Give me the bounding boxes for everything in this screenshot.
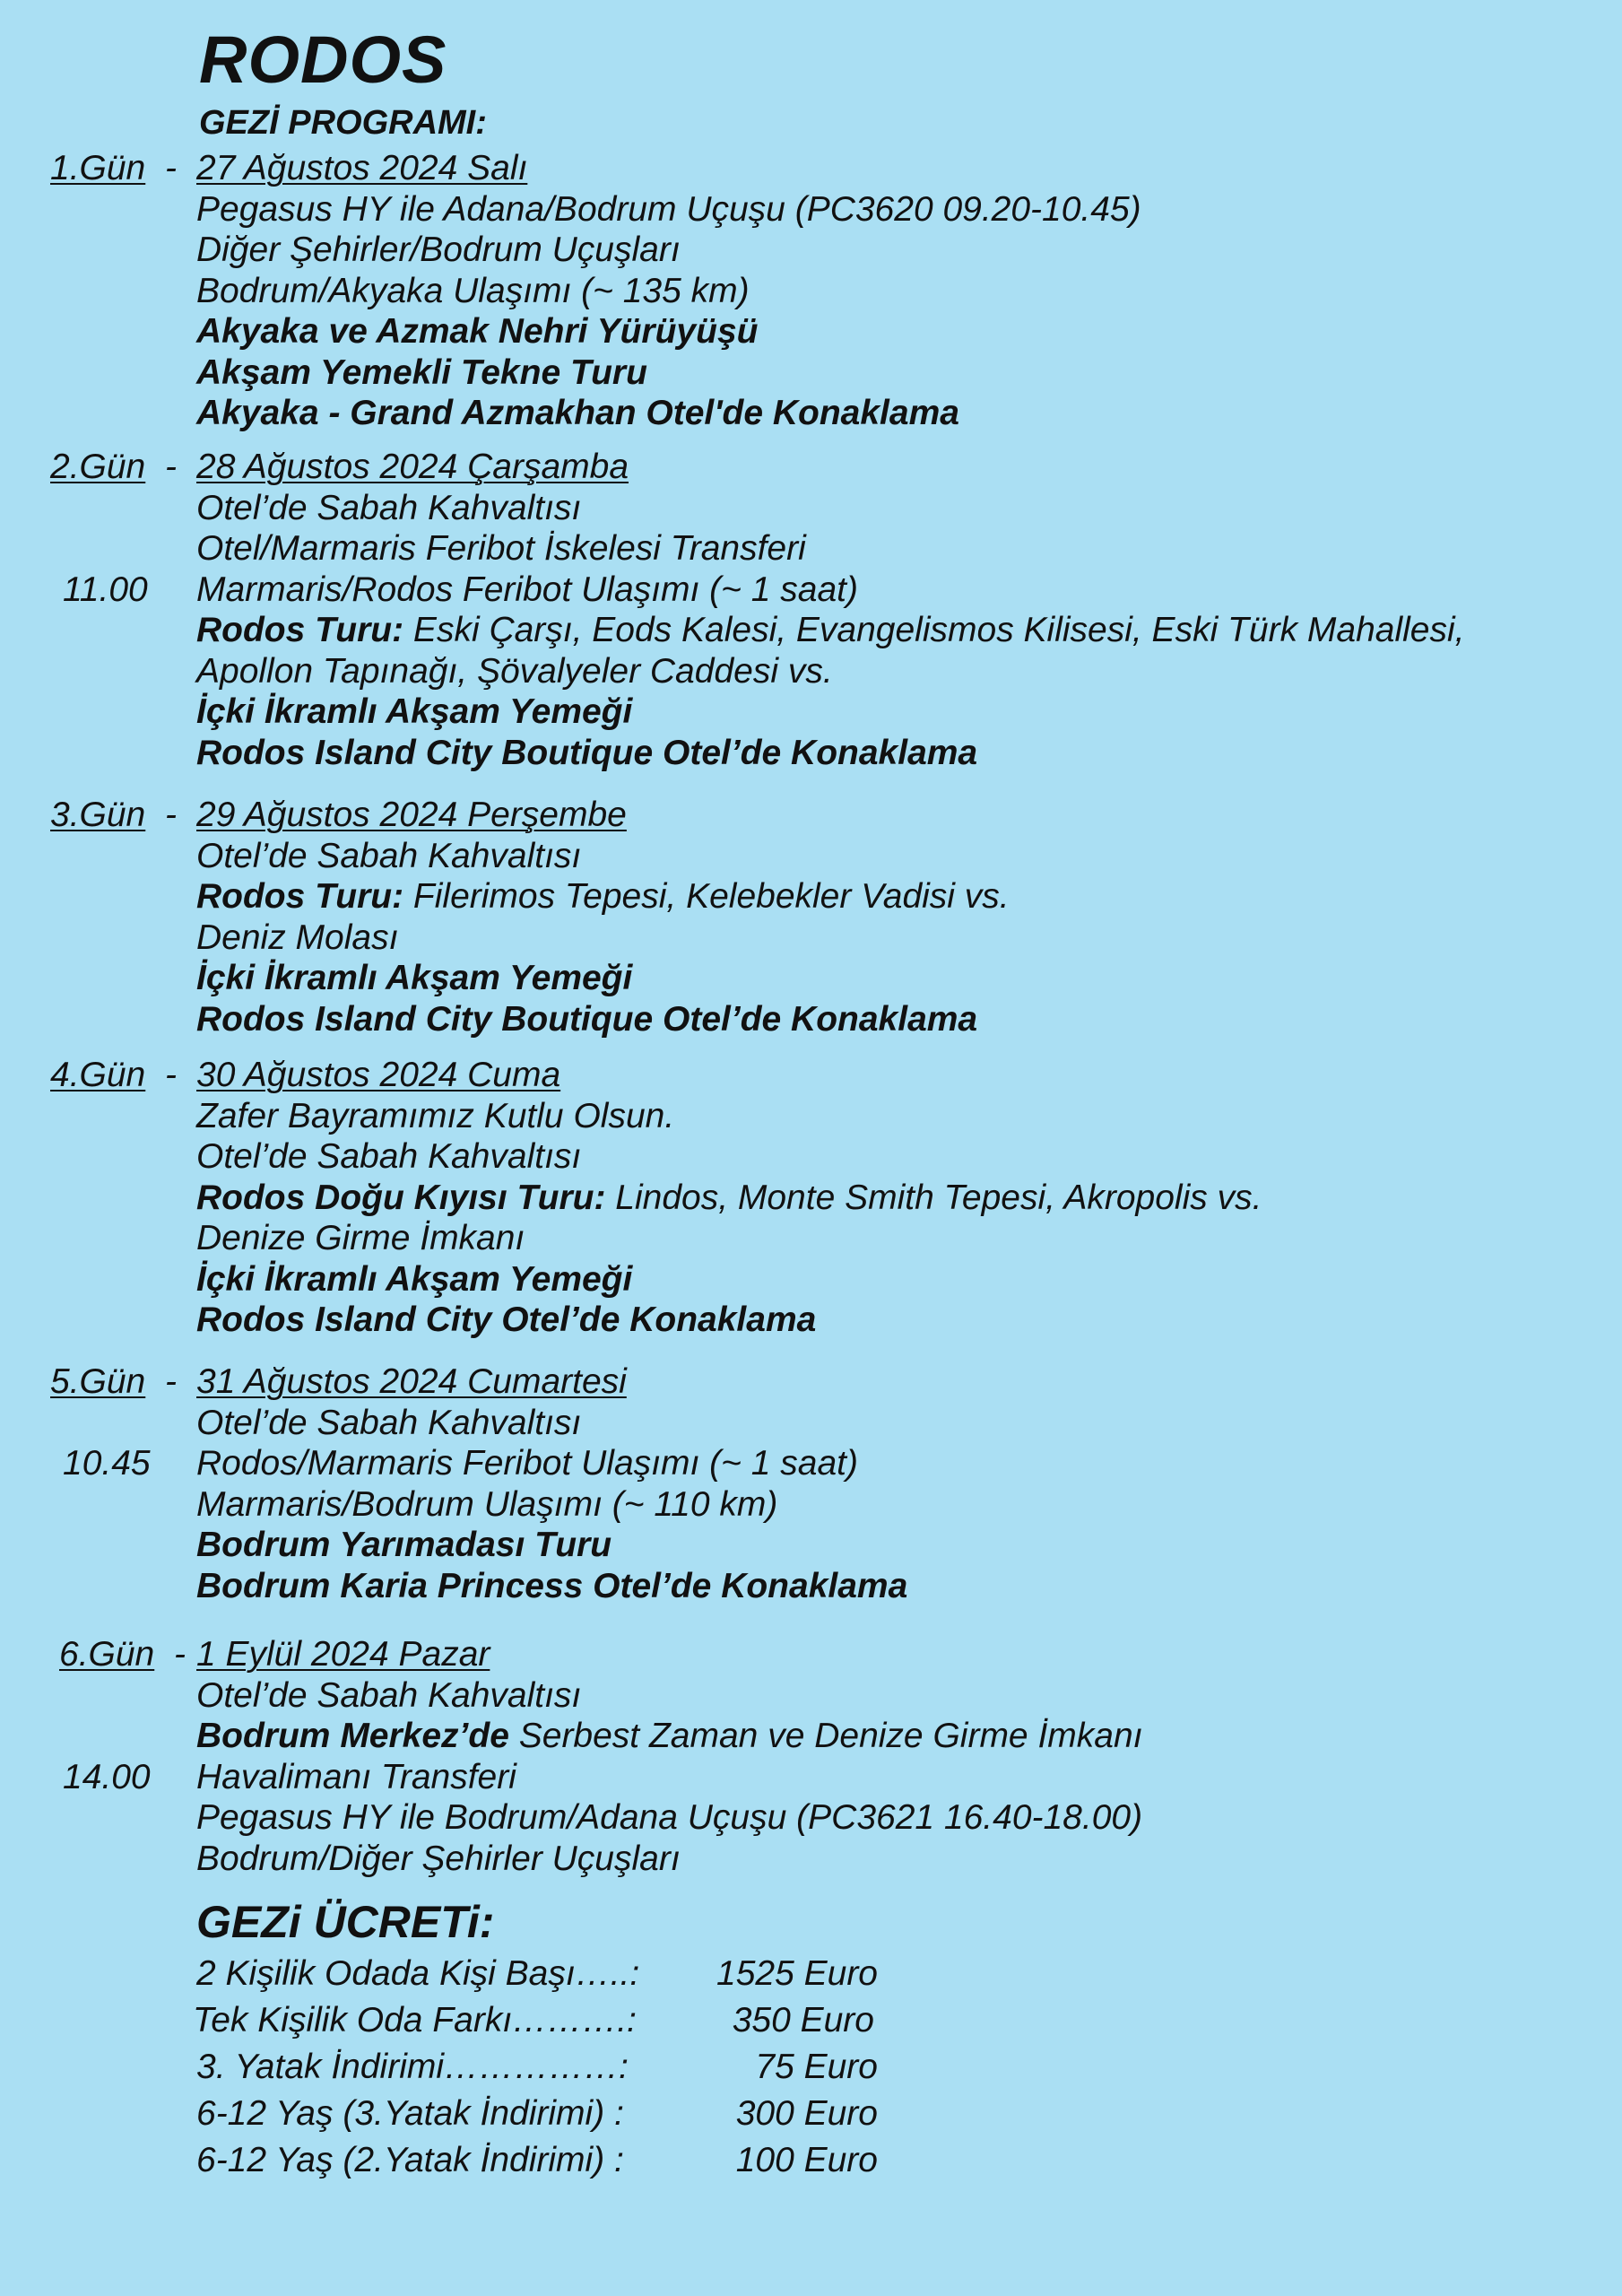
day-label: 6.Gün (59, 1635, 155, 1674)
fee-amount: 350 Euro (732, 2001, 874, 2039)
activity-text (196, 352, 647, 394)
day-header (0, 447, 1622, 488)
activity-highlight: Rodos Island City Otel’de Konaklama (196, 1300, 817, 1339)
activity-text (196, 488, 581, 529)
activity-text (196, 1716, 1143, 1757)
activity-line (0, 1259, 1622, 1300)
activity-detail: Otel/Marmaris Feribot İskelesi Transferi (196, 529, 806, 568)
activity-highlight: Rodos Turu: (196, 877, 404, 916)
day-date: 29 Ağustos 2024 Perşembe (196, 796, 627, 834)
activity-text (196, 1757, 516, 1798)
day-block (0, 148, 1622, 434)
activity-detail: Rodos/Marmaris Feribot Ulaşımı (~ 1 saat) (196, 1444, 858, 1483)
activity-highlight: Bodrum Merkez’de (196, 1717, 509, 1755)
activity-detail: Apollon Tapınağı, Şövalyeler Caddesi vs. (196, 651, 833, 691)
fee-amount: 100 Euro (735, 2141, 878, 2179)
activity-text (196, 189, 1141, 230)
day-separator: - (174, 1635, 186, 1674)
activity-highlight: Rodos Island City Boutique Otel’de Konaklama (196, 733, 978, 772)
day-header (0, 148, 1622, 189)
activity-text (196, 271, 750, 312)
activity-line (0, 189, 1622, 230)
activity-text (196, 1566, 907, 1607)
activity-line (0, 1757, 1622, 1798)
day-date: 30 Ağustos 2024 Cuma (196, 1056, 561, 1094)
activity-text (196, 1525, 612, 1566)
activity-line (0, 528, 1622, 570)
activity-text (196, 1403, 581, 1444)
activity-text (196, 691, 632, 733)
activity-line (0, 836, 1622, 877)
activity-line (0, 1218, 1622, 1259)
activity-line (0, 1403, 1622, 1444)
activity-highlight: Bodrum Karia Princess Otel’de Konaklama (196, 1566, 908, 1605)
day-date: 31 Ağustos 2024 Cumartesi (196, 1362, 627, 1401)
activity-detail: Serbest Zaman ve Denize Girme İmkanı (508, 1717, 1143, 1755)
activity-line (0, 1484, 1622, 1526)
activity-detail: Marmaris/Bodrum Ulaşımı (~ 110 km) (196, 1484, 778, 1524)
activity-detail: Zafer Bayramımız Kutlu Olsun. (196, 1096, 675, 1135)
day-block (0, 795, 1622, 1039)
page-title: RODOS (199, 22, 447, 97)
activity-line (0, 1675, 1622, 1717)
activity-time: 11.00 (63, 570, 148, 609)
activity-text (196, 528, 806, 570)
activity-detail: Marmaris/Rodos Feribot Ulaşımı (~ 1 saat) (196, 570, 858, 609)
activity-detail: Deniz Molası (196, 918, 399, 957)
day-block (0, 1634, 1622, 1879)
activity-text (196, 393, 959, 434)
day-separator: - (165, 448, 177, 486)
activity-highlight: Bodrum Yarımadası Turu (196, 1526, 612, 1564)
activity-text (196, 1443, 858, 1484)
activity-detail: Lindos, Monte Smith Tepesi, Akropolis vs. (605, 1178, 1262, 1217)
activity-line (0, 876, 1622, 918)
day-header (0, 795, 1622, 836)
activity-detail: Bodrum/Akyaka Ulaşımı (~ 135 km) (196, 271, 750, 310)
activity-line (0, 958, 1622, 999)
activity-highlight: İçki İkramlı Akşam Yemeği (196, 1259, 633, 1299)
fee-row (196, 2091, 878, 2137)
activity-text (196, 918, 398, 959)
activity-text (196, 1484, 777, 1526)
activity-detail: Pegasus HY ile Bodrum/Adana Uçuşu (PC3621 16.40-18.00) (196, 1798, 1143, 1837)
activity-text (196, 1797, 1142, 1839)
fee-row (196, 1951, 878, 1997)
fee-label: 2 Kişilik Odada Kişi Başı…..: (196, 1954, 640, 1993)
activity-detail: Otel’de Sabah Kahvaltısı (196, 488, 582, 527)
activity-highlight: İçki İkramlı Akşam Yemeği (196, 959, 633, 997)
activity-line (0, 1839, 1622, 1880)
fee-amount: 1525 Euro (716, 1954, 878, 1993)
activity-line (0, 1443, 1622, 1484)
fee-row (196, 2044, 878, 2091)
day-label: 3.Gün (50, 796, 146, 834)
activity-time: 14.00 (63, 1757, 151, 1796)
activity-line (0, 230, 1622, 271)
activity-line (0, 1136, 1622, 1178)
activity-line (0, 1096, 1622, 1137)
activity-text (196, 1136, 581, 1178)
activity-line (0, 393, 1622, 434)
activity-time: 10.45 (63, 1444, 151, 1483)
day-block (0, 1361, 1622, 1606)
activity-detail: Diğer Şehirler/Bodrum Uçuşları (196, 230, 681, 269)
day-label: 5.Gün (50, 1362, 146, 1401)
activity-line (0, 1797, 1622, 1839)
activity-detail: Bodrum/Diğer Şehirler Uçuşları (196, 1839, 681, 1878)
fee-label: 3. Yatak İndirimi……………: (196, 2048, 629, 2086)
day-separator: - (165, 149, 177, 187)
activity-text (196, 1259, 632, 1300)
activity-text (196, 1096, 674, 1137)
activity-line (0, 352, 1622, 394)
activity-highlight: Rodos Island City Boutique Otel’de Konaklama (196, 999, 978, 1039)
activity-detail: Havalimanı Transferi (196, 1757, 516, 1796)
day-date: 28 Ağustos 2024 Çarşamba (196, 448, 629, 486)
activity-line (0, 271, 1622, 312)
day-header (9, 1634, 1622, 1675)
day-label: 2.Gün (50, 448, 146, 486)
fee-label: 6-12 Yaş (2.Yatak İndirimi) : (196, 2141, 624, 2179)
activity-text (196, 230, 681, 271)
activity-highlight: Akşam Yemekli Tekne Turu (196, 352, 647, 392)
activity-detail: Filerimos Tepesi, Kelebekler Vadisi vs. (403, 877, 1010, 916)
day-block (0, 447, 1622, 773)
activity-line (0, 651, 1622, 692)
activity-detail: Denize Girme İmkanı (196, 1219, 525, 1257)
day-label: 1.Gün (50, 149, 146, 187)
activity-text (196, 876, 1010, 918)
activity-highlight: Rodos Turu: (196, 611, 404, 649)
activity-text (196, 1300, 816, 1341)
activity-highlight: İçki İkramlı Akşam Yemeği (196, 692, 633, 731)
day-header (0, 1361, 1622, 1403)
activity-line (0, 691, 1622, 733)
activity-detail: Eski Çarşı, Eods Kalesi, Evangelismos Kilisesi, Eski Türk Mahallesi, (403, 611, 1465, 649)
activity-text (196, 1675, 581, 1717)
day-block (0, 1055, 1622, 1341)
activity-text (196, 1839, 681, 1880)
day-separator: - (165, 796, 177, 834)
fee-row (193, 1997, 874, 2044)
activity-detail: Otel’de Sabah Kahvaltısı (196, 1403, 582, 1442)
activity-detail: Otel’de Sabah Kahvaltısı (196, 836, 582, 875)
activity-text (196, 570, 858, 611)
activity-text (196, 733, 977, 774)
fee-amount: 300 Euro (735, 2094, 878, 2133)
fee-row (196, 2137, 878, 2184)
activity-detail: Pegasus HY ile Adana/Bodrum Uçuşu (PC3620 09.20-10.45) (196, 189, 1141, 229)
day-date: 1 Eylül 2024 Pazar (196, 1635, 490, 1674)
fee-heading: GEZi ÜCRETi: (196, 1897, 495, 1947)
day-separator: - (165, 1056, 177, 1094)
activity-line (0, 311, 1622, 352)
activity-text (196, 958, 632, 999)
fee-amount: 75 Euro (755, 2048, 878, 2086)
activity-line (0, 1566, 1622, 1607)
activity-detail: Otel’de Sabah Kahvaltısı (196, 1137, 582, 1176)
activity-line (0, 1525, 1622, 1566)
activity-text (196, 999, 977, 1040)
activity-line (0, 1300, 1622, 1341)
activity-highlight: Rodos Doğu Kıyısı Turu: (196, 1178, 606, 1217)
day-header (0, 1055, 1622, 1096)
activity-line (0, 1716, 1622, 1757)
activity-line (0, 570, 1622, 611)
program-heading: GEZİ PROGRAMI: (199, 104, 487, 142)
day-separator: - (165, 1362, 177, 1401)
activity-text (196, 836, 581, 877)
fee-label: 6-12 Yaş (3.Yatak İndirimi) : (196, 2094, 624, 2133)
activity-line (0, 610, 1622, 651)
fee-list (193, 1951, 878, 2184)
activity-text (196, 610, 1464, 651)
activity-line (0, 918, 1622, 959)
activity-line (0, 1178, 1622, 1219)
activity-text (196, 1218, 525, 1259)
activity-line (0, 999, 1622, 1040)
activity-detail: Otel’de Sabah Kahvaltısı (196, 1675, 582, 1715)
activity-line (0, 488, 1622, 529)
activity-highlight: Akyaka - Grand Azmakhan Otel'de Konaklama (196, 394, 959, 432)
activity-highlight: Akyaka ve Azmak Nehri Yürüyüşü (196, 312, 759, 351)
day-date: 27 Ağustos 2024 Salı (196, 149, 528, 187)
activity-text (196, 651, 833, 692)
day-label: 4.Gün (50, 1056, 146, 1094)
activity-text (196, 1178, 1262, 1219)
fee-label: Tek Kişilik Oda Farkı……….: (193, 2001, 637, 2039)
activity-text (196, 311, 758, 352)
activity-line (0, 733, 1622, 774)
